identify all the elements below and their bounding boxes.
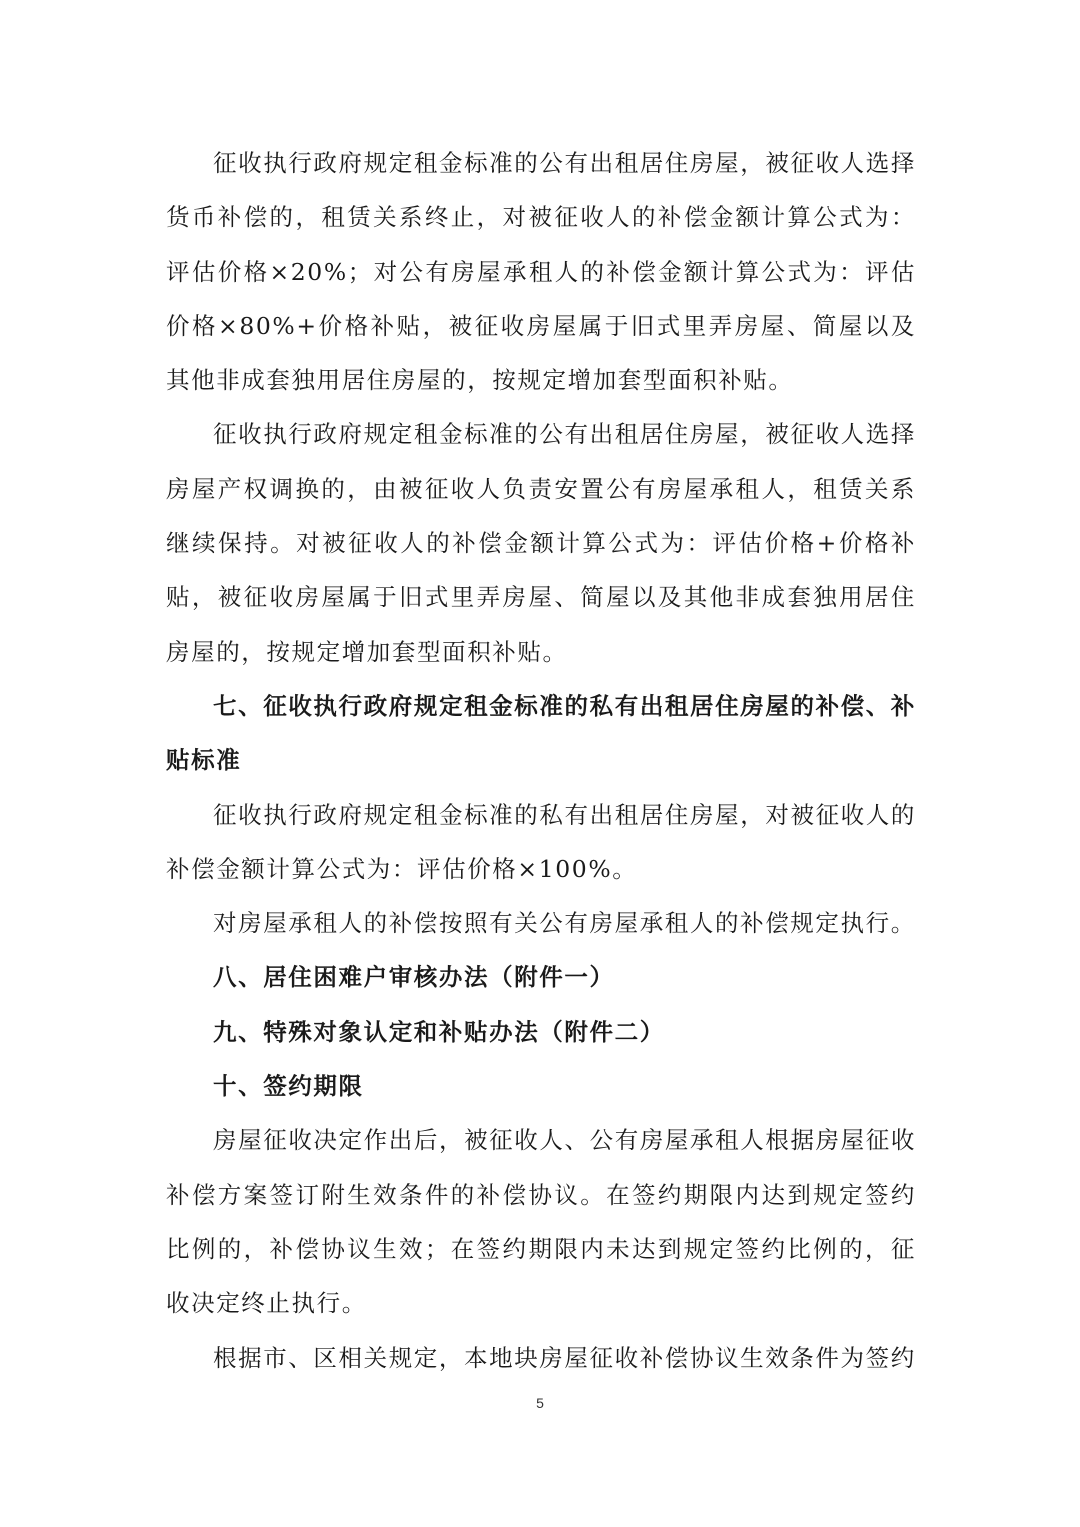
paragraph-public-rental-property-exchange: 征收执行政府规定租金标准的公有出租居住房屋，被征收人选择房屋产权调换的，由被征收人负责安置公有房屋承租人，租赁关系继续保持。对被征收人的补偿金额计算公式为：评估价格+价格补贴，被征收房屋属于旧式里弄房屋、简屋以及其他非成套独用居住房屋的，按规定增加套型面积补贴。 [166,420,916,666]
section-heading-7: 七、征收执行政府规定租金标准的私有出租居住房屋的补偿、补贴标准 [166,691,916,775]
paragraph-effective-conditions: 根据市、区相关规定，本地块房屋征收补偿协议生效条件为签约 [213,1343,916,1372]
section-heading-8: 八、居住困难户审核办法（附件一） [213,963,615,992]
section-heading-10: 十、签约期限 [213,1072,364,1101]
section-heading-9: 九、特殊对象认定和补贴办法（附件二） [213,1017,665,1046]
paragraph-public-rental-monetary: 征收执行政府规定租金标准的公有出租居住房屋，被征收人选择货币补偿的，租赁关系终止，对被征收人的补偿金额计算公式为：评估价格×20%；对公有房屋承租人的补偿金额计算公式为：评估价格×80%+价格补贴，被征收房屋属于旧式里弄房屋、简屋以及其他非成套独用居住房屋的，按规定增加套型面积补贴。 [166,149,916,395]
paragraph-private-rental-formula: 征收执行政府规定租金标准的私有出租居住房屋，对被征收人的补偿金额计算公式为：评估价格×100%。 [166,800,916,883]
document-body [166,136,916,1385]
page-number: 5 [536,1395,544,1411]
paragraph-tenant-compensation: 对房屋承租人的补偿按照有关公有房屋承租人的补偿规定执行。 [213,909,916,938]
paragraph-signing-agreement: 房屋征收决定作出后，被征收人、公有房屋承租人根据房屋征收补偿方案签订附生效条件的补偿协议。在签约期限内达到规定签约比例的，补偿协议生效；在签约期限内未达到规定签约比例的，征收决定终止执行。 [166,1126,916,1318]
